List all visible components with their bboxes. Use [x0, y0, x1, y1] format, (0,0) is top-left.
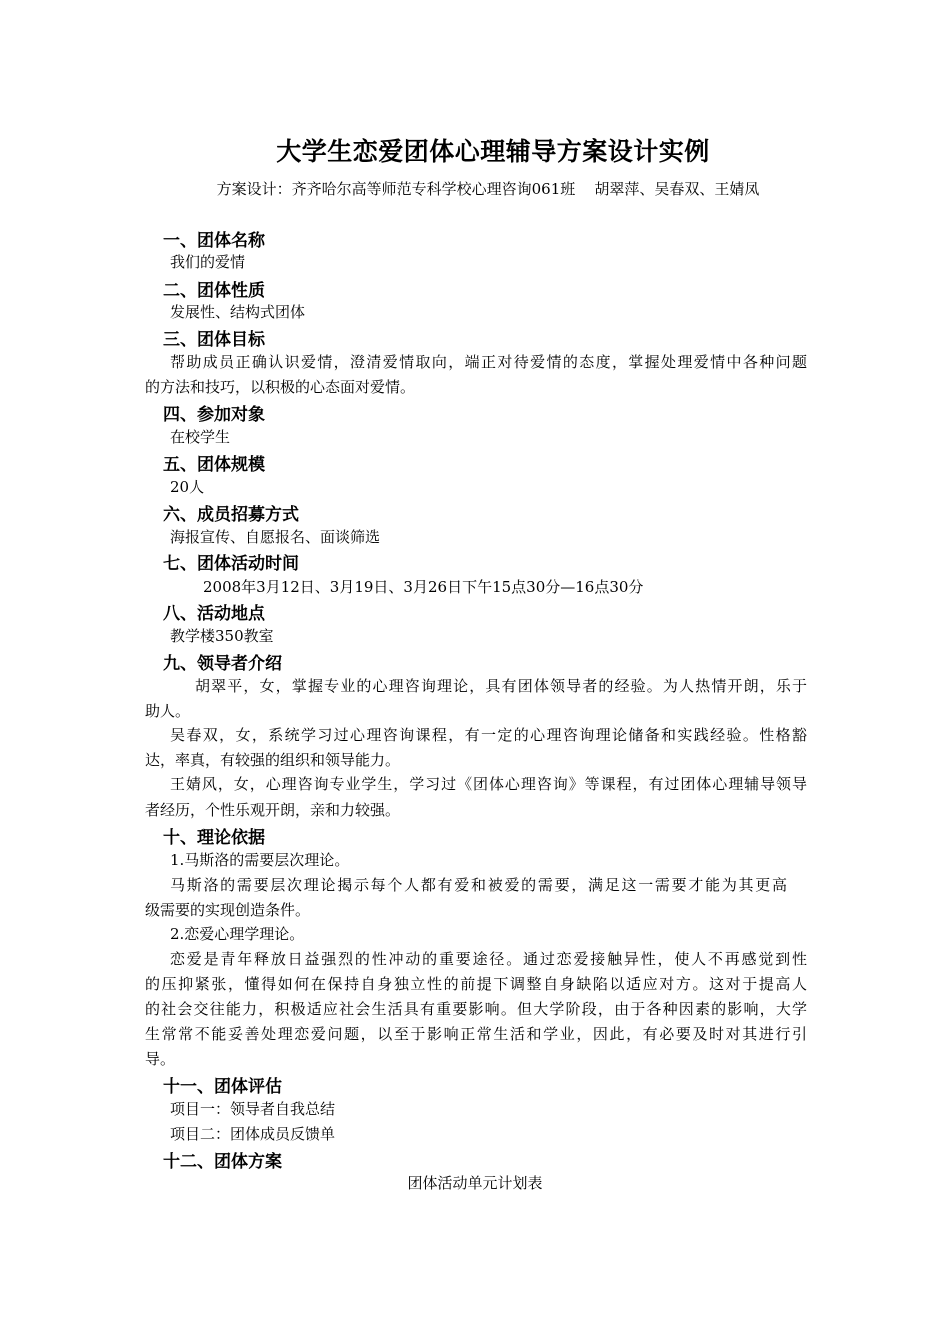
leader-3-line-2: 者经历，个性乐观开朗，亲和力较强。: [145, 801, 401, 819]
section-heading-theory: 十、理论依据: [163, 828, 265, 848]
leader-2-line-1: 吴春双，女，系统学习过心理咨询课程，有一定的心理咨询理论储备和实践经验。性格豁: [170, 726, 807, 744]
recruitment-text: 海报宣传、自愿报名、面谈筛选: [170, 528, 381, 546]
leader-3-line-1: 王婧风，女，心理咨询专业学生，学习过《团体心理咨询》等课程，有过团体心理辅导领导: [170, 775, 807, 793]
theory-item-1-line-1: 马斯洛的需要层次理论揭示每个人都有爱和被爱的需要，满足这一需要才能为其更高: [170, 876, 787, 894]
section-heading-group-name: 一、团体名称: [163, 231, 265, 251]
theory-item-2-line-5: 导。: [145, 1050, 176, 1068]
participants-text: 在校学生: [170, 428, 231, 446]
section-heading-venue: 八、活动地点: [163, 604, 265, 624]
document-subtitle: 方案设计：齐齐哈尔高等师范专科学校心理咨询061班 胡翠萍、吴春双、王婧凤: [216, 180, 760, 198]
section-heading-participants: 四、参加对象: [163, 405, 265, 425]
group-name-text: 我们的爱情: [170, 253, 246, 271]
group-size-text: 20人: [170, 478, 205, 496]
section-heading-evaluation: 十一、团体评估: [163, 1077, 282, 1097]
theory-item-2-line-3: 的社会交往能力，积极适应社会生活具有重要影响。但大学阶段，由于各种因素的影响，大学: [145, 1000, 807, 1018]
group-goal-line-2: 的方法和技巧，以积极的心态面对爱情。: [145, 378, 416, 396]
theory-item-2-line-2: 的压抑紧张，懂得如何在保持自身独立性的前提下调整自身缺陷以适应对方。这对于提高人: [145, 975, 807, 993]
group-nature-text: 发展性、结构式团体: [170, 303, 306, 321]
venue-text: 教学楼350教室: [170, 627, 274, 645]
section-heading-recruitment: 六、成员招募方式: [163, 505, 299, 525]
evaluation-item-2: 项目二：团体成员反馈单: [170, 1125, 336, 1143]
document-title: 大学生恋爱团体心理辅导方案设计实例: [276, 137, 710, 166]
leader-1-line-2: 助人。: [145, 702, 191, 720]
theory-item-2-title: 2.恋爱心理学理论。: [170, 925, 305, 943]
section-heading-group-size: 五、团体规模: [163, 455, 265, 475]
theory-item-2-line-4: 生常常不能妥善处理恋爱问题，以至于影响正常生活和学业，因此，有必要及时对其进行引: [145, 1025, 807, 1043]
leader-2-line-2: 达，率真，有较强的组织和领导能力。: [145, 751, 401, 769]
theory-item-1-line-2: 级需要的实现创造条件。: [145, 901, 311, 919]
table-caption: 团体活动单元计划表: [407, 1174, 543, 1192]
evaluation-item-1: 项目一：领导者自我总结: [170, 1100, 336, 1118]
activity-time-text: 2008年3月12日、3月19日、3月26日下午15点30分—16点30分: [203, 578, 644, 596]
theory-item-2-line-1: 恋爱是青年释放日益强烈的性冲动的重要途径。通过恋爱接触异性，使人不再感觉到性: [170, 950, 807, 968]
section-heading-group-nature: 二、团体性质: [163, 281, 265, 301]
leader-1-line-1: 胡翠平，女，掌握专业的心理咨询理论，具有团体领导者的经验。为人热情开朗，乐于: [195, 677, 807, 695]
section-heading-activity-time: 七、团体活动时间: [163, 554, 299, 574]
group-goal-line-1: 帮助成员正确认识爱情，澄清爱情取向，端正对待爱情的态度，掌握处理爱情中各种问题: [170, 353, 807, 371]
section-heading-group-goal: 三、团体目标: [163, 330, 265, 350]
section-heading-leaders: 九、领导者介绍: [163, 654, 282, 674]
section-heading-group-plan: 十二、团体方案: [163, 1152, 282, 1172]
theory-item-1-title: 1.马斯洛的需要层次理论。: [170, 851, 350, 869]
